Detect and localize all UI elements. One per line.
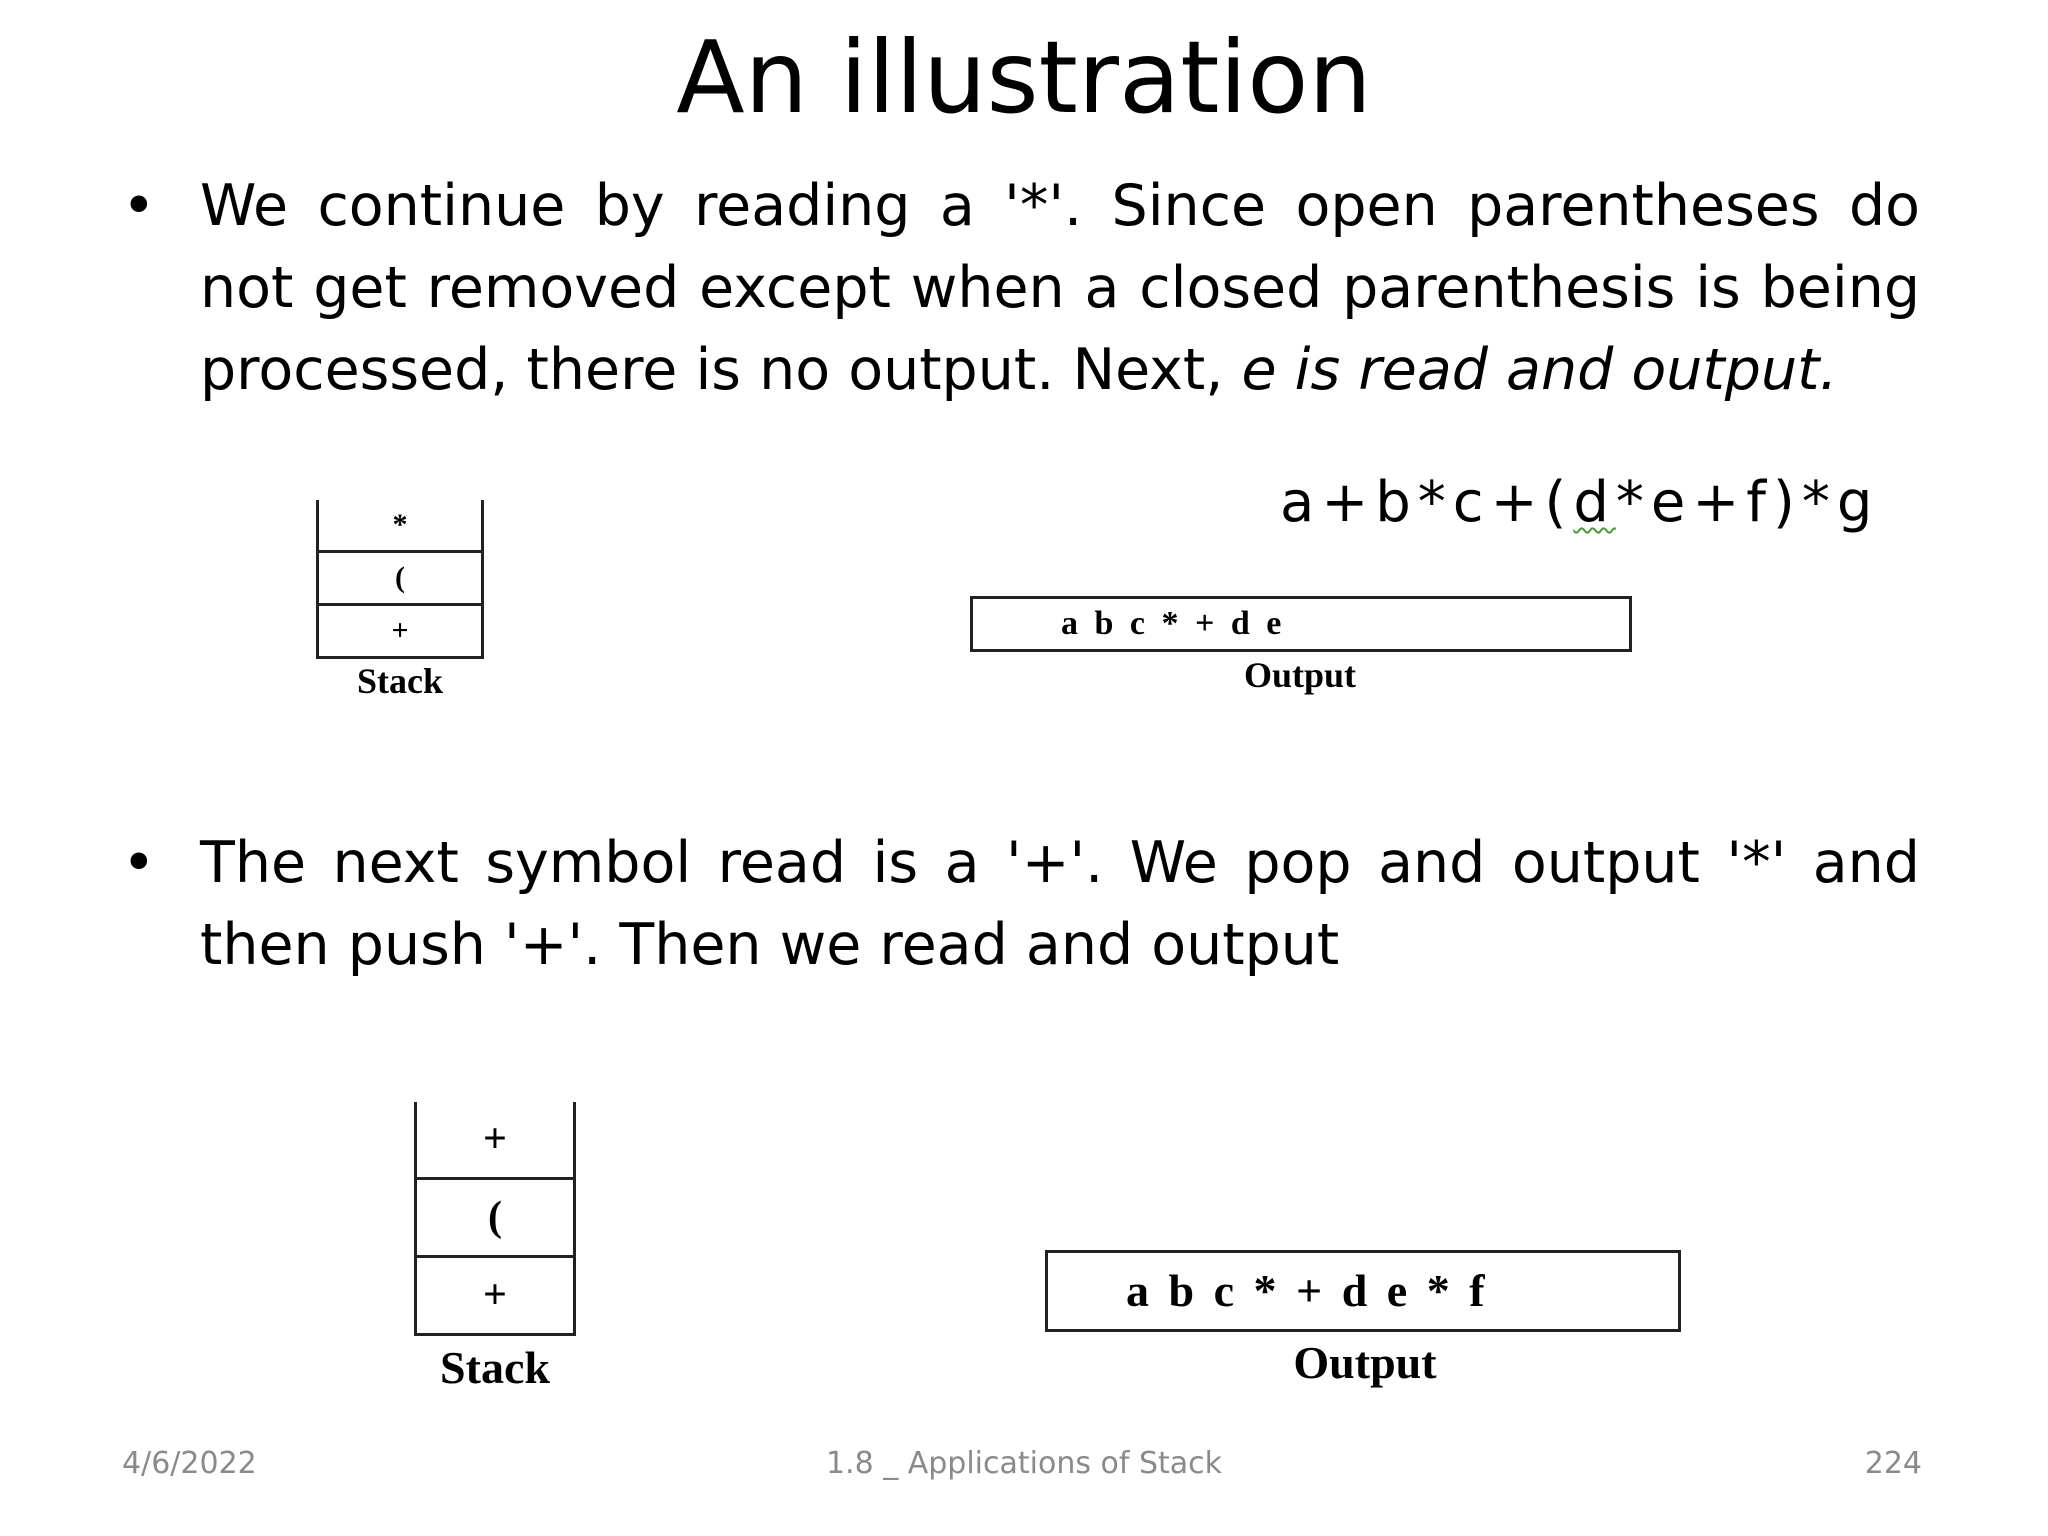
expression-before: a+b*c+(: [1280, 470, 1574, 535]
expression-underlined: d: [1573, 470, 1616, 535]
stack-diagram-1: [316, 500, 484, 700]
bullet-1-text: We continue by reading a '*'. Since open parentheses do not get removed except when a closed parenthesis is being processed, there is no output. Next,: [200, 173, 1920, 403]
output-box-2: a b c * + d e * f: [1045, 1250, 1681, 1332]
stack-cell: (: [316, 553, 484, 606]
slide-title: An illustration: [676, 19, 1372, 136]
bullet-paragraph-2: The next symbol read is a '+'. We pop and output '*' and then push '+'. Then we read and output: [200, 830, 1920, 978]
bullet-paragraph-1: [200, 165, 1920, 411]
stack-cell: +: [414, 1102, 576, 1180]
stack-label: Stack: [356, 661, 443, 701]
footer-title: 1.8 _ Applications of Stack: [825, 1446, 1223, 1481]
stack-cell: +: [316, 606, 484, 659]
output-label-1: Output: [1243, 655, 1357, 695]
output-box-1: a b c * + d e: [970, 596, 1632, 652]
bullet-marker: •: [122, 173, 156, 239]
infix-expression: [1280, 468, 1879, 538]
bullet-1-italic-text: e is read and output.: [1241, 337, 1838, 403]
page-number: 224: [1864, 1446, 1922, 1481]
stack-diagram-2: [414, 1102, 576, 1402]
footer-date: 4/6/2022: [122, 1446, 257, 1481]
stack-label: Stack: [440, 1342, 550, 1393]
output-label-2: Output: [1293, 1337, 1437, 1388]
expression-after: *e+f)*g: [1615, 470, 1880, 535]
stack-cell: *: [316, 500, 484, 553]
bullet-marker: •: [122, 830, 156, 896]
stack-cell: +: [414, 1258, 576, 1336]
stack-cell: (: [414, 1180, 576, 1258]
